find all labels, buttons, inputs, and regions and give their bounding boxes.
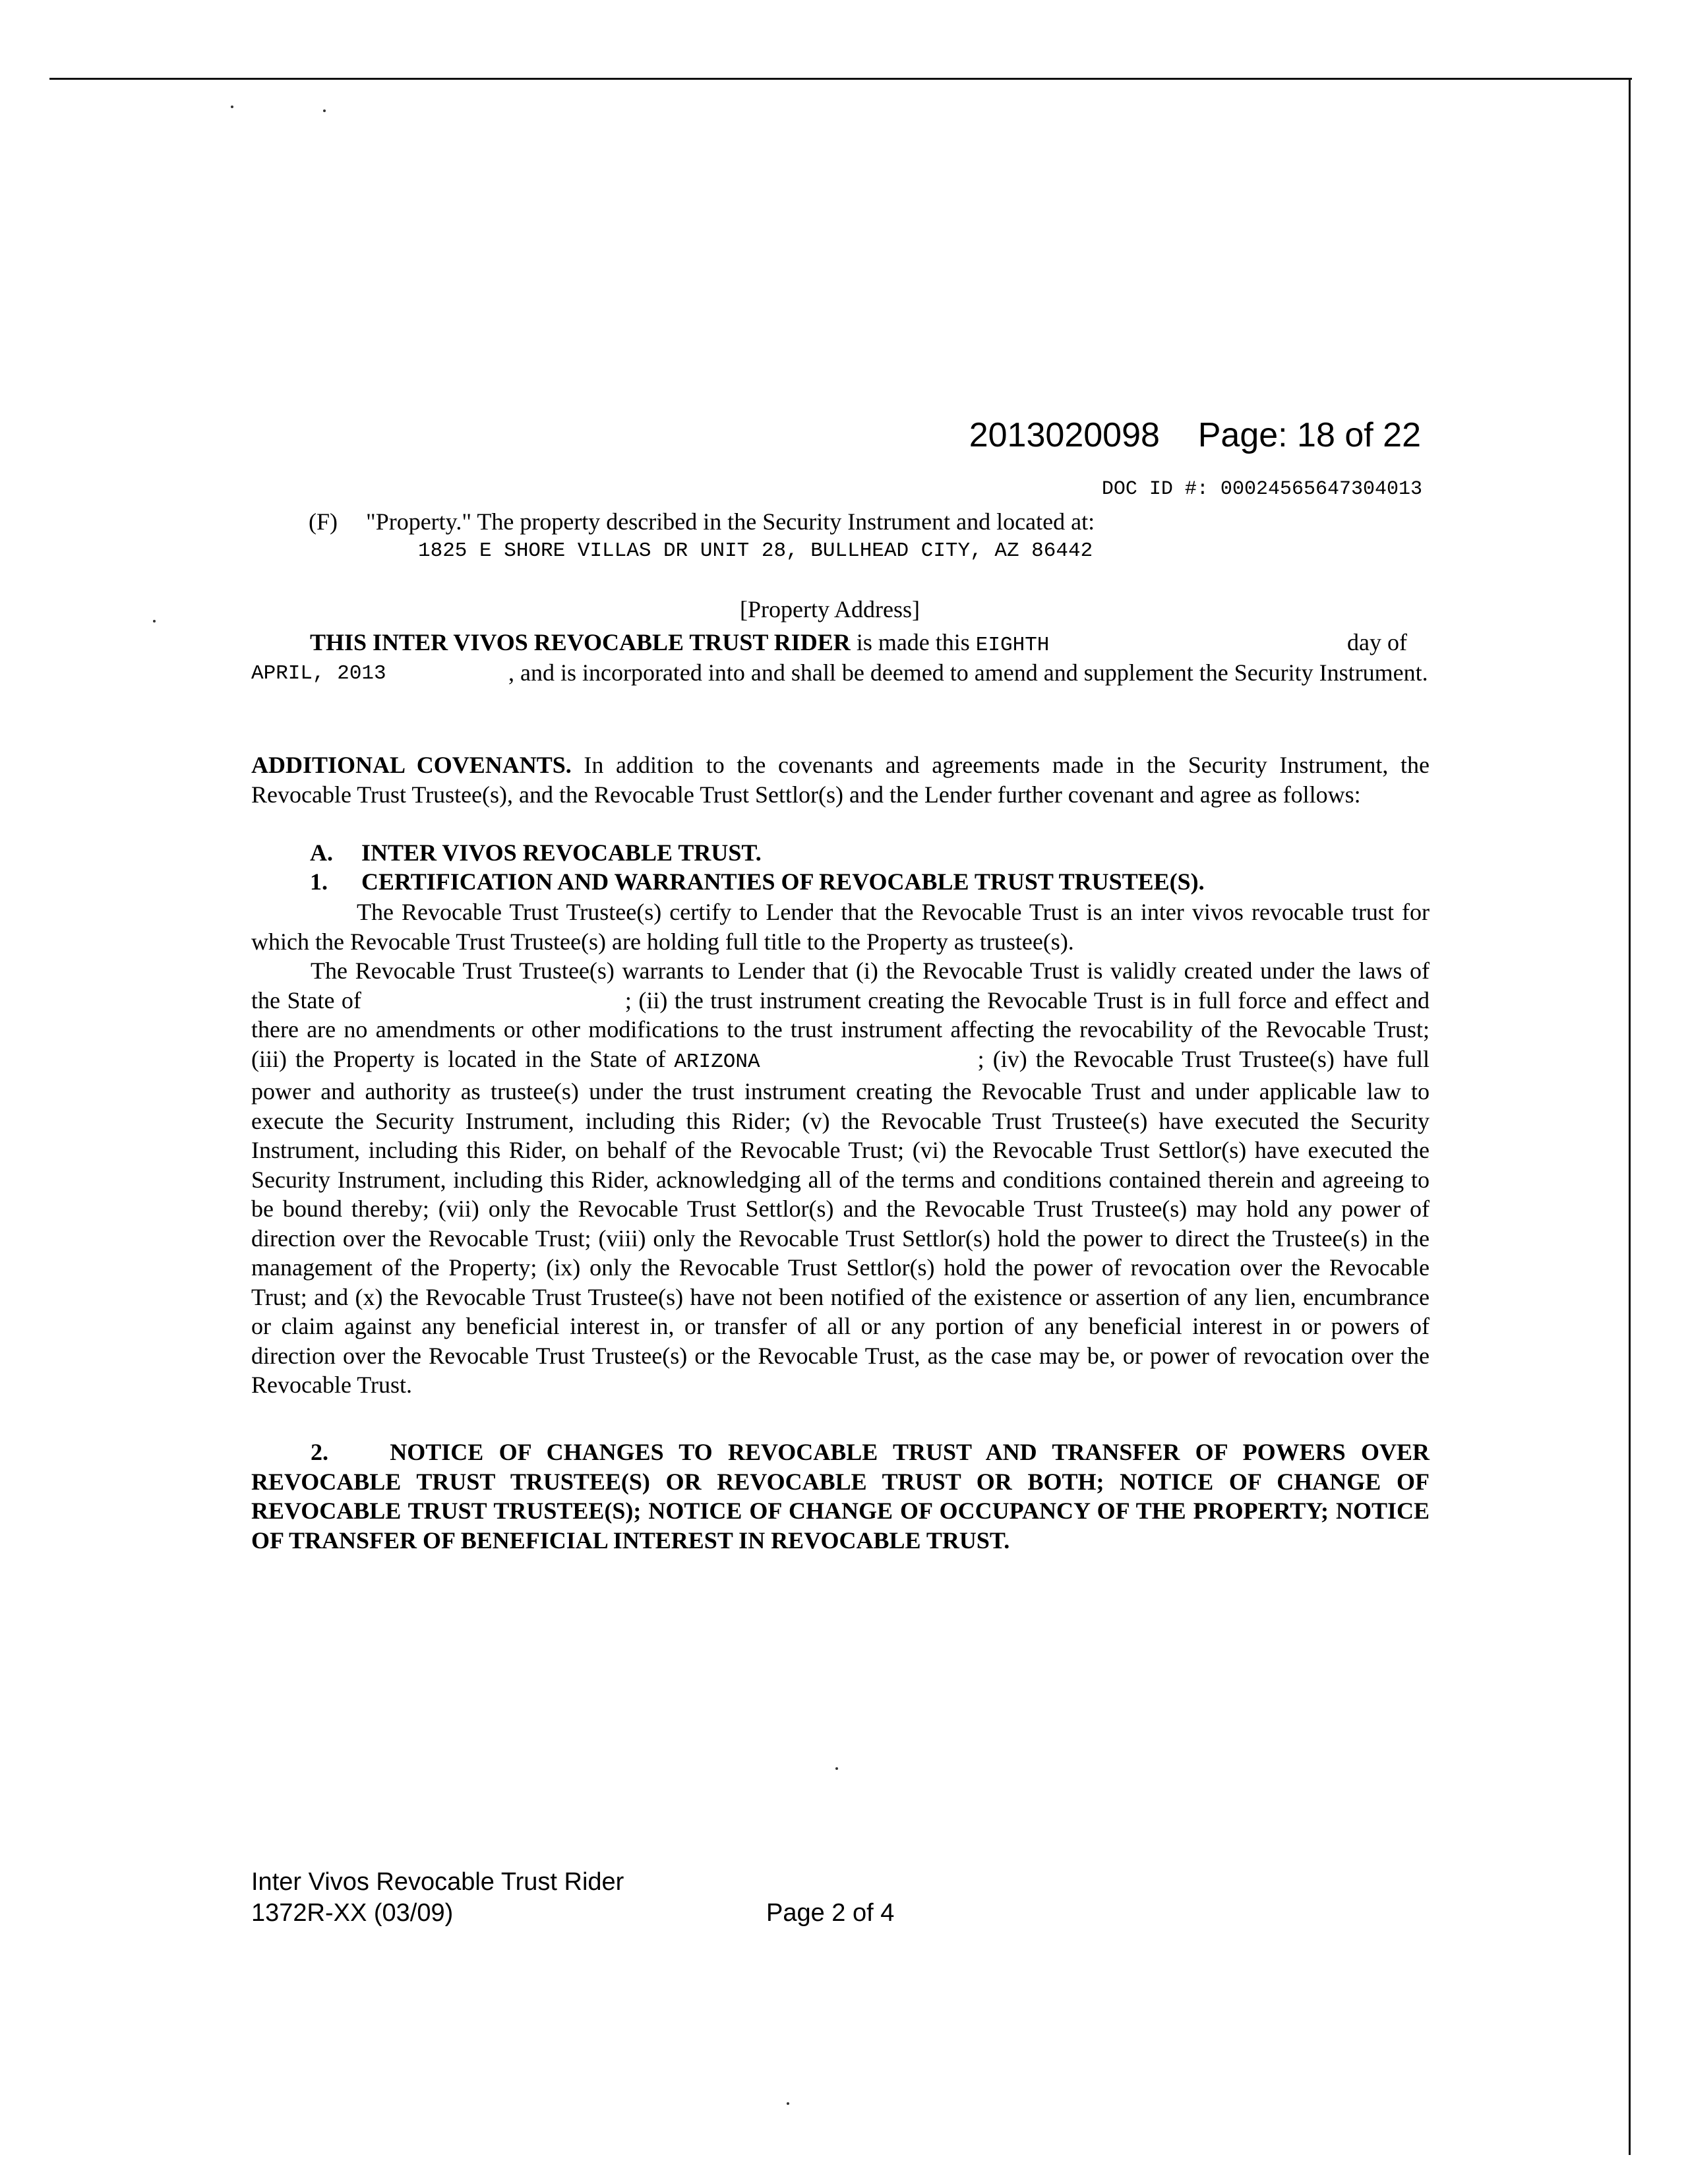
doc-id: DOC ID #: 00024565647304013 (1101, 478, 1422, 501)
section-1-number: 1. (310, 868, 328, 895)
section-1-title: CERTIFICATION AND WARRANTIES OF REVOCABLE TRUST TRUSTEE(S). (361, 868, 1205, 895)
property-address: 1825 E SHORE VILLAS DR UNIT 28, BULLHEAD CITY, AZ 86442 (418, 539, 1093, 562)
rider-intro-rest: , and is incorporated into and shall be deemed to amend and supplement the Security Instrument. (508, 659, 1428, 686)
section-1-para1: The Revocable Trust Trustee(s) certify to Lender that the Revocable Trust is an inter vivos revocable trust for which the Revocable Trust Trustee(s) are holding full title to the Property as trustee(s). (251, 899, 1430, 955)
right-border-line (1629, 78, 1631, 2155)
rider-intro-line1 (310, 628, 1049, 657)
rider-intro-made: is made this (850, 629, 976, 655)
form-name: Inter Vivos Revocable Trust Rider (251, 1868, 624, 1896)
scan-speck (835, 1767, 838, 1770)
additional-covenants-title: ADDITIONAL COVENANTS. (251, 752, 572, 778)
section-2-title: NOTICE OF CHANGES TO REVOCABLE TRUST AND TRANSFER OF POWERS OVER REVOCABLE TRUST TRUSTEE(S) OR REVOCABLE TRUST OR BOTH; NOTICE OF CHANGE OF REVOCABLE TRUST TRUSTEE(S); NOTICE OF CHANGE OF OCCUPANCY OF THE PROPERTY; NOTICE OF TRANSFER OF BENEFICIAL INTEREST IN REVOCABLE TRUST. (251, 1439, 1430, 1554)
property-label: (F) (309, 508, 338, 535)
property-state: ARIZONA (674, 1050, 760, 1074)
section-2-number: 2. (311, 1439, 328, 1465)
recording-header (969, 415, 1421, 455)
rider-day-of: day of (1347, 629, 1407, 655)
footer-page-number: Page 2 of 4 (766, 1899, 895, 1927)
warranty-text-a: The Revocable Trust Trustee(s) warrants to Lender that (i) the Revocable Trust is validly created under the laws of the State of (251, 957, 1430, 1014)
section-2 (251, 1438, 1430, 1555)
scan-speck (787, 2102, 789, 2105)
warranty-text-b: ; (ii) the trust instrument creating the Revocable Trust is in full force and effect and there are no amendments or other modifications to the trust instrument affecting the revocability of the Revocable Trust; (iii) the Property is located in the State of (251, 986, 1430, 1072)
scan-speck (153, 620, 156, 622)
section-a-number: A. (310, 839, 333, 866)
property-lead: "Property." The property described in the Security Instrument and located at: (366, 508, 1095, 535)
additional-covenants-text: In addition to the covenants and agreements made in the Security Instrument, the Revocable Trust Trustee(s), and the Revocable Trust Settlor(s) and the Lender further covenant and agree as follows: (251, 752, 1430, 808)
warranty-text-c: (iv) the Revocable Trust Trustee(s) have full power and authority as trustee(s) under the trust instrument creating the Revocable Trust and under applicable law to execute the Security Instrument, including this Rider; (v) the Revocable Trust Trustee(s) have executed the Security Instrument, including this Rider, on behalf of the Revocable Trust; (vi) the Revocable Trust Settlor(s) have executed the Security Instrument, including this Rider, acknowledging all of the terms and conditions contained therein and agreeing to be bound thereby; (vii) only the Revocable Trust Settlor(s) and the Revocable Trust Trustee(s) may hold any power of direction over the Revocable Trust; (viii) only the Revocable Trust Settlor(s) hold the power to direct the Trustee(s) in the management of the Property; (ix) only the Revocable Trust Settlor(s) hold the power of revocation over the Revocable Trust; and (x) the Revocable Trust Trustee(s) have not been notified of the existence or assertion of any lien, encumbrance or claim against any beneficial interest in, or transfer of all or any portion of any beneficial interest in or powers of direction over the Revocable Trust Trustee(s) or the Revocable Trust, as the case may be, or power of revocation over the Revocable Trust. (251, 1045, 1430, 1398)
rider-month-year: APRIL, 2013 (251, 662, 386, 685)
section-a-title: INTER VIVOS REVOCABLE TRUST. (361, 839, 762, 866)
top-border-line (49, 78, 1632, 80)
property-address-caption: [Property Address] (740, 596, 920, 622)
recording-doc-number: 2013020098 (969, 416, 1160, 454)
state-semicolon: ; (977, 1045, 984, 1072)
scan-speck (231, 106, 233, 108)
form-code: 1372R-XX (03/09) (251, 1899, 454, 1927)
scan-speck (323, 109, 326, 112)
additional-covenants (251, 750, 1430, 809)
section-1-para2 (251, 956, 1430, 1400)
rider-intro-title: THIS INTER VIVOS REVOCABLE TRUST RIDER (310, 629, 851, 655)
rider-day: EIGHTH (975, 634, 1050, 657)
recording-page-number: Page: 18 of 22 (1197, 416, 1421, 454)
